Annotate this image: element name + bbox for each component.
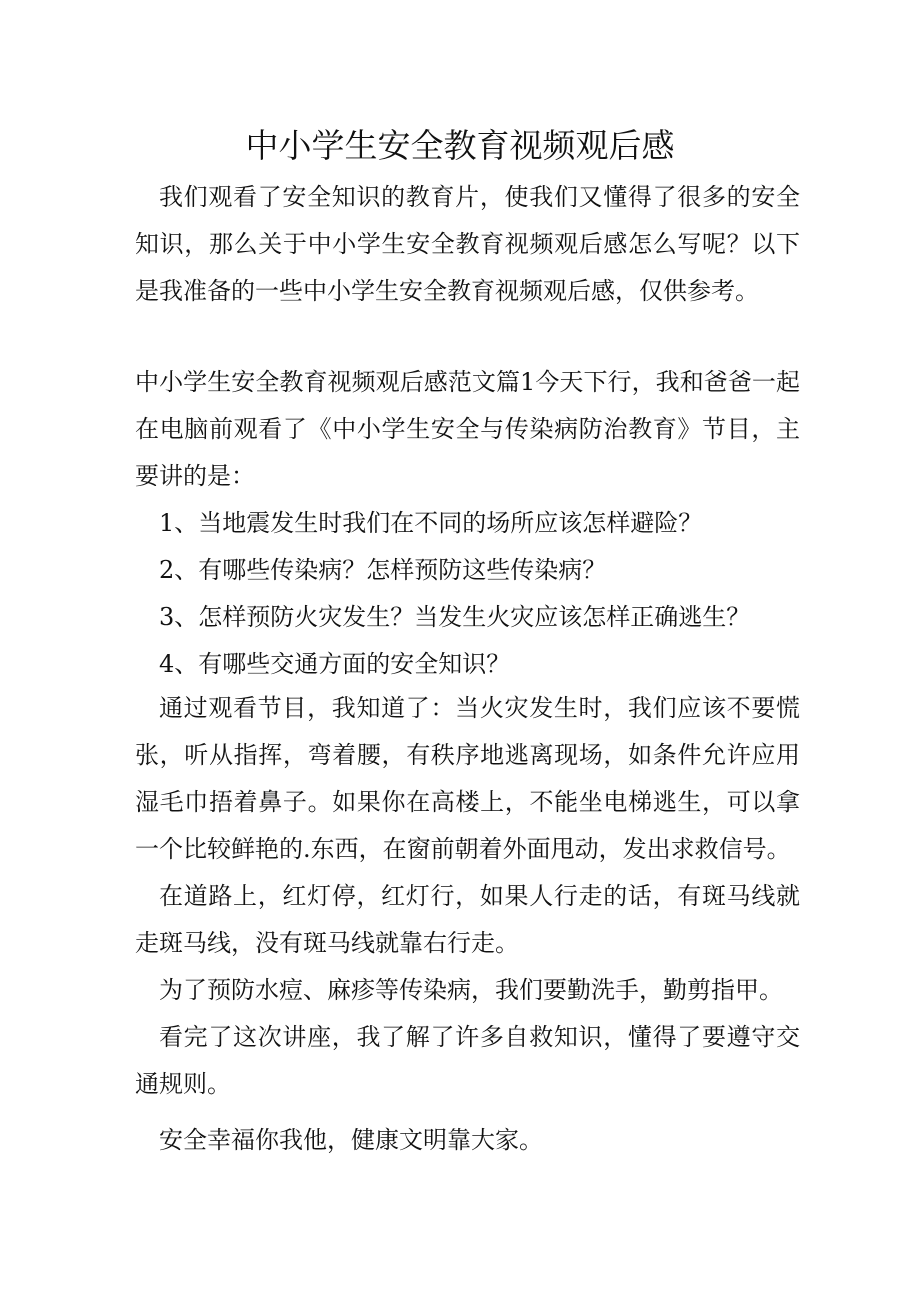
question-item-1: 1、当地震发生时我们在不同的场所应该怎样避险？ (159, 509, 703, 537)
essay-opening-paragraph: 中小学生安全教育视频观后感范文篇1今天下行，我和爸爸一起在电脑前观看了《中小学生安全与传染病防治教育》节目，主要讲的是： (135, 368, 800, 490)
question-item-2: 2、有哪些传染病？怎样预防这些传染病？ (159, 556, 607, 584)
question-item-4: 4、有哪些交通方面的安全知识？ (159, 650, 511, 678)
summary-paragraph: 看完了这次讲座，我了解了许多自救知识，懂得了要遵守交通规则。 (135, 1023, 800, 1098)
document-title: 中小学生安全教育视频观后感 (245, 126, 675, 165)
disease-prevention-paragraph: 为了预防水痘、麻疹等传染病，我们要勤洗手，勤剪指甲。 (159, 976, 783, 1004)
fire-safety-paragraph: 通过观看节目，我知道了：当火灾发生时，我们应该不要慌张，听从指挥，弯着腰，有秩序地逃离现场，如条件允许应用湿毛巾捂着鼻子。如果你在高楼上，不能坐电梯逃生，可以拿一个比较鲜艳的.东西，在窗前朝着外面甩动，发出求救信号。 (135, 694, 800, 863)
intro-paragraph: 我们观看了安全知识的教育片，使我们又懂得了很多的安全知识，那么关于中小学生安全教育视频观后感怎么写呢？以下是我准备的一些中小学生安全教育视频观后感，仅供参考。 (135, 183, 800, 305)
closing-line: 安全幸福你我他，健康文明靠大家。 (159, 1126, 543, 1154)
question-item-3: 3、怎样预防火灾发生？当发生火灾应该怎样正确逃生？ (159, 603, 751, 631)
traffic-safety-paragraph: 在道路上，红灯停，红灯行，如果人行走的话，有斑马线就走斑马线，没有斑马线就靠右行走。 (135, 882, 800, 957)
